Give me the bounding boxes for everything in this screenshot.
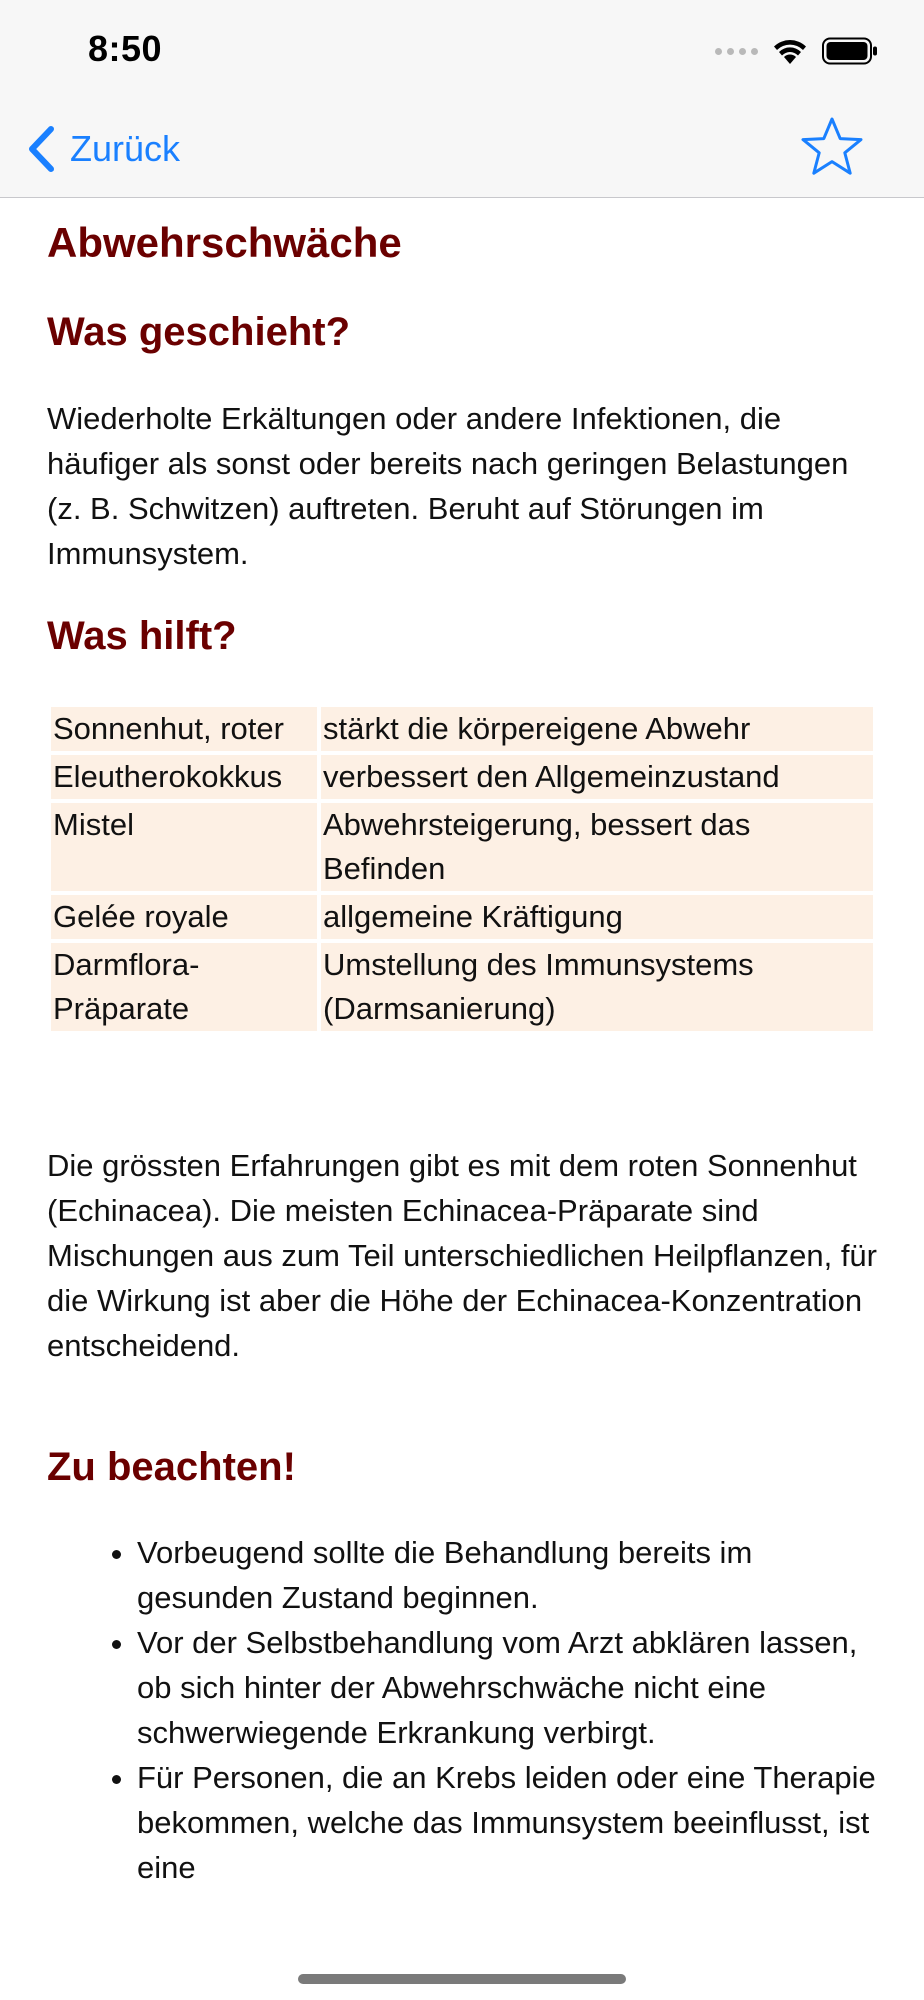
- table-row: [51, 803, 873, 891]
- signal-icon: [715, 48, 758, 55]
- section-heading-notes: Zu beachten!: [47, 1445, 296, 1489]
- chevron-left-icon: [26, 125, 56, 173]
- notes-list: [47, 1530, 897, 1890]
- section-heading-what-happens: Was geschieht?: [47, 310, 351, 354]
- table-row: [51, 755, 873, 799]
- back-label: Zurück: [70, 128, 181, 169]
- remedy-name: Mistel: [51, 803, 317, 891]
- page-title: Abwehrschwäche: [47, 219, 402, 266]
- table-row: [51, 707, 873, 751]
- remedy-name: Eleutherokokkus: [51, 755, 317, 799]
- star-icon: [800, 115, 864, 179]
- remedy-name: Sonnenhut, roter: [51, 707, 317, 751]
- section-text-what-happens: Wiederholte Erkältungen oder andere Infektionen, die häufiger als sonst oder bereits nach geringen Belastungen (z. B. Schwitzen) auftreten. Beruht auf Störungen im Immunsystem.: [47, 401, 849, 571]
- list-item: • Vorbeugend sollte die Behandlung bereits im gesunden Zustand beginnen.: [137, 1530, 897, 1620]
- favorite-button[interactable]: [800, 115, 864, 184]
- home-indicator[interactable]: [298, 1974, 626, 1984]
- back-button[interactable]: [26, 121, 180, 177]
- remedy-name: Darmflora-Präparate: [51, 943, 317, 1031]
- status-time: 8:50: [88, 28, 163, 69]
- list-item: • Für Personen, die an Krebs leiden oder eine Therapie bekommen, welche das Immunsystem beeinflusst, ist eine: [137, 1755, 897, 1890]
- remedies-table: [47, 703, 877, 1035]
- section-text-what-helps: Die grössten Erfahrungen gibt es mit dem roten Sonnenhut (Echinacea). Die meisten Echinacea-Präparate sind Mischungen aus zum Teil unterschiedlichen Heilpflanzen, für die Wirkung ist aber die Höhe der Echinacea-Konzentration entscheidend.: [47, 1148, 877, 1363]
- remedy-effect: verbessert den Allgemeinzustand: [321, 755, 873, 799]
- table-row: [51, 943, 873, 1031]
- remedy-effect: Abwehrsteigerung, bessert das Befinden: [321, 803, 873, 891]
- list-item: • Vor der Selbstbehandlung vom Arzt abklären lassen, ob sich hinter der Abwehrschwäche nicht eine schwerwiegende Erkrankung verbirgt.: [137, 1620, 897, 1755]
- section-heading-what-helps: Was hilft?: [47, 614, 237, 658]
- status-bar: [0, 0, 924, 105]
- table-row: [51, 895, 873, 939]
- remedy-effect: Umstellung des Immunsystems (Darmsanierung): [321, 943, 873, 1031]
- status-icons: [715, 34, 878, 68]
- navigation-bar: [0, 105, 924, 198]
- wifi-icon: [772, 37, 808, 65]
- remedy-name: Gelée royale: [51, 895, 317, 939]
- remedy-effect: stärkt die körpereigene Abwehr: [321, 707, 873, 751]
- remedy-effect: allgemeine Kräftigung: [321, 895, 873, 939]
- battery-icon: [822, 37, 878, 65]
